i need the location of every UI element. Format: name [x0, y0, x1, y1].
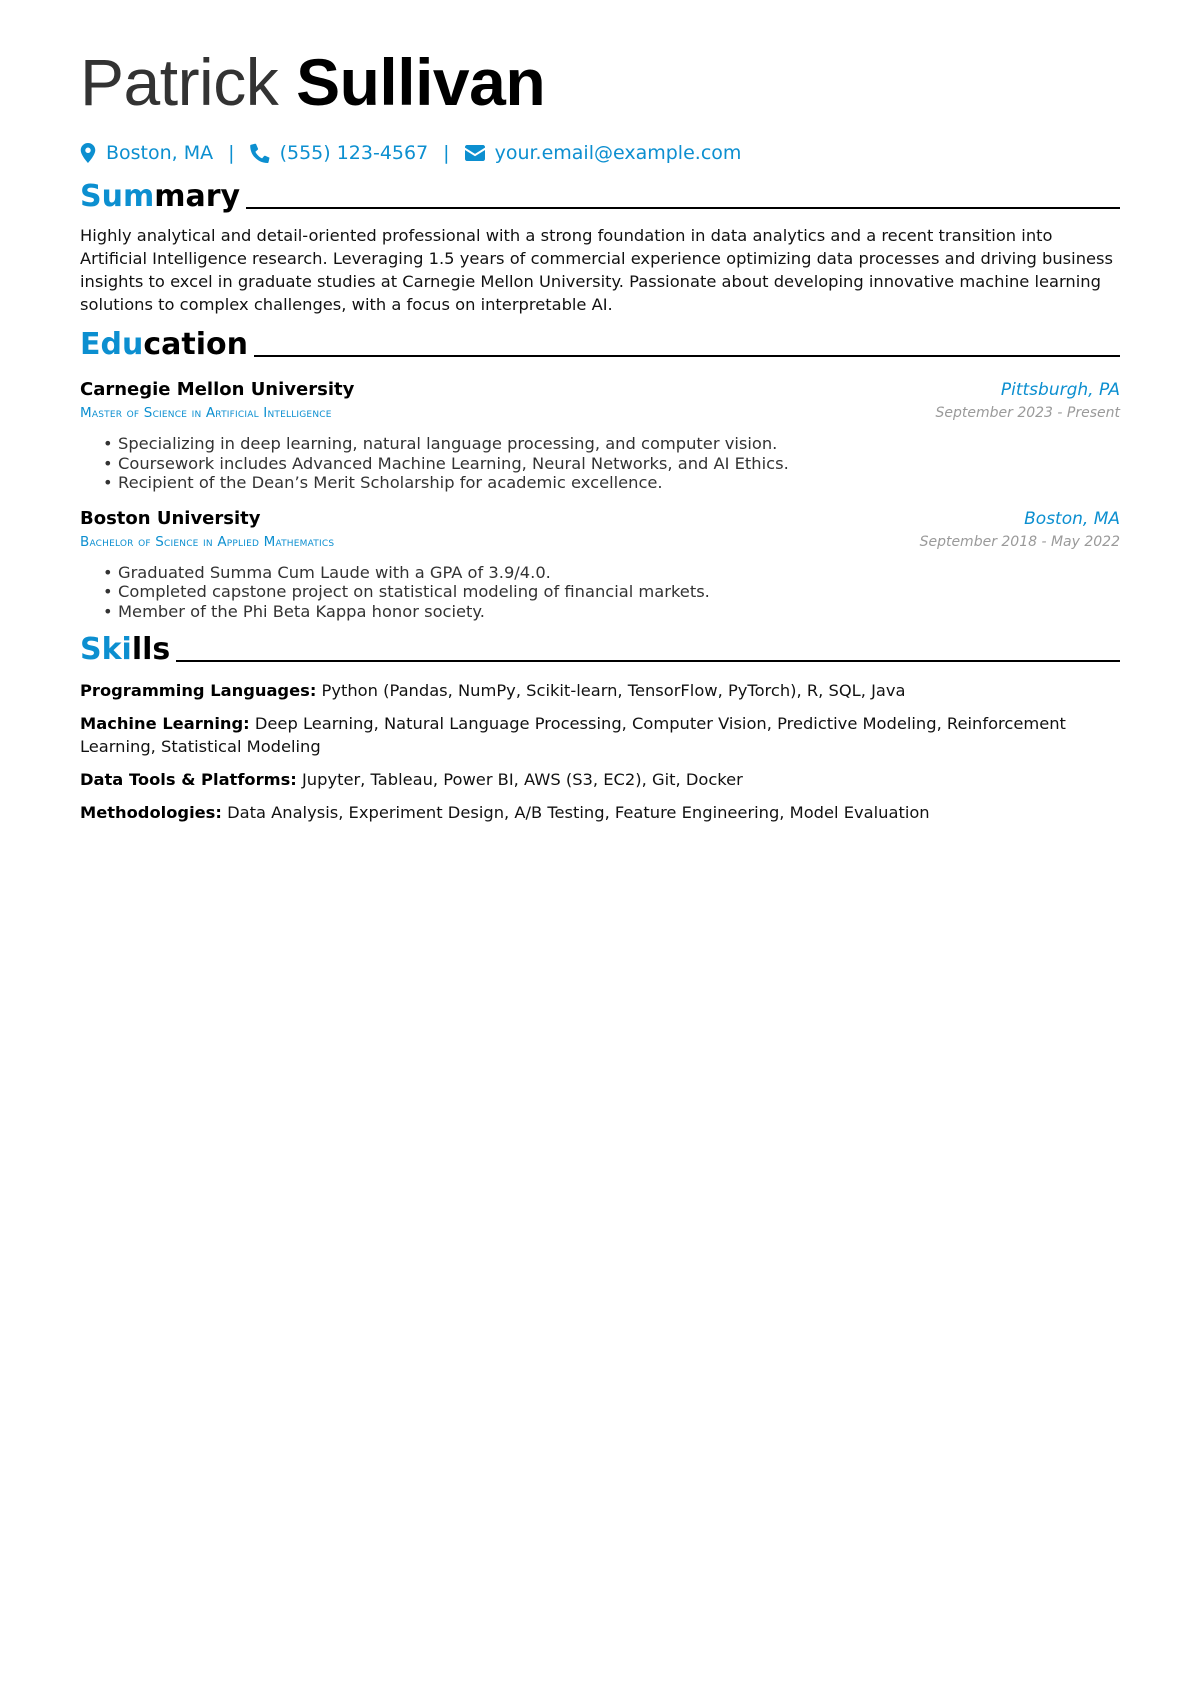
- dates: September 2023 - Present: [935, 405, 1120, 421]
- degree: Master of Science in Artificial Intelligence: [80, 405, 332, 421]
- skill-value: Python (Pandas, NumPy, Scikit-learn, TensorFlow, PyTorch), R, SQL, Java: [321, 681, 906, 700]
- skill-row: [80, 712, 1120, 758]
- bullet-dot: •: [103, 601, 113, 621]
- section-title: [80, 178, 240, 216]
- skill-row: [80, 679, 1120, 702]
- list-item: [103, 473, 1120, 493]
- last-name: Sullivan: [296, 45, 546, 119]
- bullet-dot: •: [103, 582, 113, 601]
- bullet-dot: •: [103, 473, 113, 492]
- bullet-text: Recipient of the Dean’s Merit Scholarship for academic excellence.: [118, 473, 663, 492]
- candidate-name: [80, 40, 1120, 124]
- degree: Bachelor of Science in Applied Mathematics: [80, 533, 335, 550]
- first-name: Patrick: [80, 45, 279, 119]
- title-rest: mary: [154, 179, 241, 214]
- skills-heading: [80, 631, 1120, 669]
- skill-value: Jupyter, Tableau, Power BI, AWS (S3, EC2), Git, Docker: [302, 770, 743, 789]
- location-text: Boston, MA: [106, 142, 214, 164]
- skill-label: Data Tools & Platforms:: [80, 770, 297, 789]
- bullet-text: Completed capstone project on statistical modeling of financial markets.: [118, 582, 710, 601]
- envelope-icon: [465, 143, 485, 163]
- list-item: [103, 562, 1120, 583]
- bullet-text: Coursework includes Advanced Machine Learning, Neural Networks, and AI Ethics.: [118, 453, 789, 473]
- dates: September 2018 - May 2022: [919, 533, 1120, 550]
- phone-icon: [250, 143, 270, 163]
- school-name: Carnegie Mellon University: [80, 379, 355, 400]
- map-marker-icon: [80, 143, 96, 163]
- section-rule: [246, 207, 1120, 209]
- education-entry: [80, 378, 1120, 493]
- resume-page: [80, 40, 1120, 834]
- skill-label: Programming Languages:: [80, 681, 317, 700]
- skill-value: Deep Learning, Natural Language Processing, Computer Vision, Predictive Modeling, Reinforcement Learning, Statistical Modeling: [80, 714, 1066, 756]
- bullet-list: [80, 563, 1120, 622]
- bullet-list: [80, 434, 1120, 493]
- title-accent: Edu: [80, 327, 144, 362]
- phone-text: (555) 123-4567: [279, 142, 429, 164]
- list-item: [103, 601, 1120, 622]
- contact-separator: |: [443, 142, 450, 164]
- skill-row: [80, 768, 1120, 791]
- title-accent: Ski: [80, 632, 132, 667]
- list-item: [103, 582, 1120, 602]
- summary-text: Highly analytical and detail-oriented professional with a strong foundation in data analytics and a recent transition into Artificial Intelligence research. Leveraging 1.5 years of commercial experience optimizing data processes and driving business insights to excel in graduate studies at Carnegie Mellon University. Passionate about developing innovative machine learning solutions to complex challenges, with a focus on interpretable AI.: [80, 226, 1113, 314]
- contact-separator: |: [228, 142, 235, 164]
- email-link[interactable]: your.email@example.com: [494, 142, 742, 164]
- school-location: Boston, MA: [1024, 508, 1120, 529]
- skill-row: [80, 801, 1120, 824]
- bullet-dot: •: [103, 453, 113, 473]
- skill-label: Methodologies:: [80, 803, 222, 822]
- list-item: [103, 434, 1120, 454]
- summary-heading: [80, 178, 1120, 216]
- section-rule: [176, 660, 1120, 662]
- bullet-text: Specializing in deep learning, natural language processing, and computer vision.: [118, 434, 778, 453]
- education-entry: [80, 507, 1120, 622]
- skill-label: Machine Learning:: [80, 714, 250, 733]
- section-rule: [254, 355, 1120, 357]
- education-heading: [80, 326, 1120, 364]
- title-accent: Sum: [80, 179, 155, 214]
- title-rest: cation: [143, 327, 248, 362]
- list-item: [103, 453, 1120, 474]
- skills-list: [80, 679, 1120, 824]
- section-title: [80, 326, 248, 364]
- title-rest: lls: [131, 632, 171, 667]
- bullet-dot: •: [103, 562, 113, 582]
- school-location: Pittsburgh, PA: [1000, 380, 1120, 400]
- bullet-text: Member of the Phi Beta Kappa honor society.: [118, 601, 485, 621]
- bullet-dot: •: [103, 434, 113, 453]
- school-name: Boston University: [80, 507, 261, 529]
- bullet-text: Graduated Summa Cum Laude with a GPA of 3.9/4.0.: [118, 562, 551, 582]
- skill-value: Data Analysis, Experiment Design, A/B Testing, Feature Engineering, Model Evaluation: [227, 803, 930, 822]
- contact-line: [80, 138, 1120, 168]
- section-title: [80, 631, 170, 669]
